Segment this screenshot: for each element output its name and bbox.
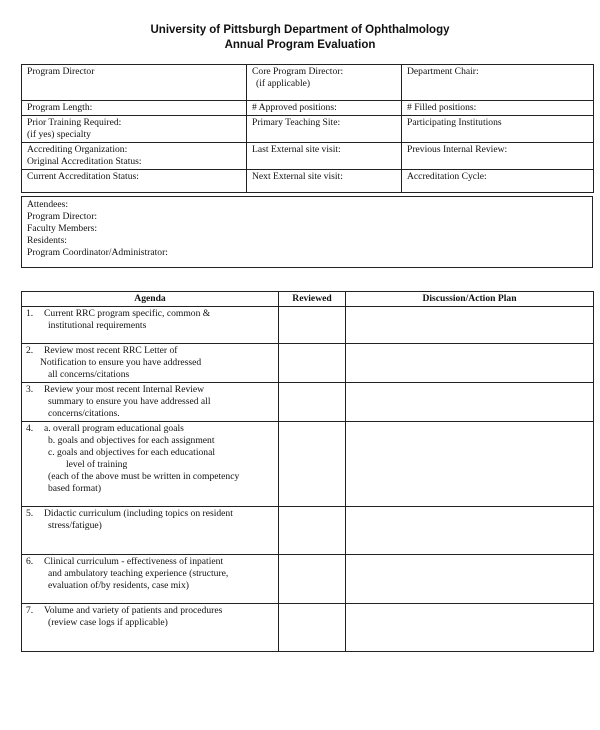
item-number: 3. (26, 384, 34, 395)
attendee-faculty-members: Faculty Members: (27, 223, 98, 234)
item-text: stress/fatigue) (48, 520, 102, 531)
if-applicable-note: (if applicable) (256, 78, 311, 89)
attendees-cell[interactable] (22, 197, 593, 268)
item-number: 6. (26, 556, 34, 567)
attendee-program-director: Program Director: (27, 211, 98, 222)
discussion-cell[interactable] (346, 422, 594, 507)
item-number: 1. (26, 308, 34, 319)
item-text: Didactic curriculum (including topics on resident (44, 508, 233, 519)
reviewed-cell[interactable] (279, 383, 346, 422)
item-text: b. goals and objectives for each assignment (48, 435, 215, 446)
agenda-header-row (22, 292, 594, 307)
discussion-cell[interactable] (346, 507, 594, 555)
table-row (22, 307, 594, 344)
department-chair-label: Department Chair: (407, 66, 479, 77)
prior-training-label: Prior Training Required: (27, 117, 122, 128)
agenda-item-6 (22, 555, 279, 604)
item-text: a. overall program educational goals (44, 423, 184, 434)
discussion-cell[interactable] (346, 604, 594, 652)
program-info-table (21, 64, 594, 193)
previous-internal-review-cell[interactable] (402, 143, 594, 170)
reviewed-cell[interactable] (279, 422, 346, 507)
item-text: (review case logs if applicable) (48, 617, 168, 628)
primary-teaching-site-cell[interactable] (247, 116, 402, 143)
last-external-visit-label: Last External site visit: (252, 144, 341, 155)
primary-teaching-site-label: Primary Teaching Site: (252, 117, 341, 128)
filled-positions-label: # Filled positions: (407, 102, 477, 113)
attendees-table (21, 196, 593, 268)
table-row (22, 422, 594, 507)
agenda-item-3 (22, 383, 279, 422)
approved-positions-label: # Approved positions: (252, 102, 337, 113)
program-director-label: Program Director (27, 66, 95, 77)
agenda-item-5 (22, 507, 279, 555)
discussion-cell[interactable] (346, 555, 594, 604)
reviewed-cell[interactable] (279, 507, 346, 555)
item-text: Clinical curriculum - effectiveness of inpatient (44, 556, 224, 567)
item-text: Current RRC program specific, common & (44, 308, 211, 319)
table-row (22, 604, 594, 652)
reviewed-cell[interactable] (279, 307, 346, 344)
filled-positions-cell[interactable] (402, 101, 594, 116)
item-text: evaluation of/by residents, case mix) (48, 580, 189, 591)
item-number: 4. (26, 423, 34, 434)
program-length-cell[interactable] (22, 101, 247, 116)
discussion-cell[interactable] (346, 344, 594, 383)
item-text: c. goals and objectives for each educational (48, 447, 216, 458)
participating-institutions-label: Participating Institutions (407, 117, 502, 128)
current-accreditation-label: Current Accreditation Status: (27, 171, 139, 182)
discussion-cell[interactable] (346, 307, 594, 344)
item-text: (each of the above must be written in competency (48, 471, 240, 482)
accrediting-org-label: Accrediting Organization: (27, 144, 128, 155)
item-text: summary to ensure you have addressed all (48, 396, 211, 407)
original-accreditation-label: Original Accreditation Status: (27, 156, 142, 167)
reviewed-cell[interactable] (279, 555, 346, 604)
next-external-visit-label: Next External site visit: (252, 171, 343, 182)
core-program-director-label: Core Program Director: (252, 66, 344, 77)
attendee-coordinator: Program Coordinator/Administrator: (27, 247, 168, 258)
item-text: Review your most recent Internal Review (44, 384, 205, 395)
program-length-label: Program Length: (27, 102, 93, 113)
approved-positions-cell[interactable] (247, 101, 402, 116)
item-text: and ambulatory teaching experience (structure, (48, 568, 229, 579)
table-row (22, 344, 594, 383)
item-text: based format) (48, 483, 102, 494)
item-text: concerns/citations. (48, 408, 120, 419)
program-director-cell[interactable] (22, 65, 247, 101)
agenda-item-4 (22, 422, 279, 507)
item-text: all concerns/citations (48, 369, 130, 380)
if-yes-specialty-label: (if yes) specialty (27, 129, 91, 140)
item-number: 2. (26, 345, 34, 356)
prior-training-cell[interactable] (22, 116, 247, 143)
next-external-visit-cell[interactable] (247, 170, 402, 193)
reviewed-cell[interactable] (279, 344, 346, 383)
last-external-visit-cell[interactable] (247, 143, 402, 170)
accrediting-org-cell[interactable] (22, 143, 247, 170)
item-text: level of training (66, 459, 128, 470)
agenda-header: Agenda (22, 292, 279, 307)
reviewed-header: Reviewed (279, 292, 346, 307)
current-accreditation-cell[interactable] (22, 170, 247, 193)
discussion-cell[interactable] (346, 383, 594, 422)
core-program-director-cell[interactable] (247, 65, 402, 101)
table-row (22, 507, 594, 555)
table-row (22, 555, 594, 604)
agenda-table (21, 291, 594, 652)
previous-internal-review-label: Previous Internal Review: (407, 144, 508, 155)
item-text: Notification to ensure you have addressed (40, 357, 202, 368)
document-title: University of Pittsburgh Department of Ophthalmology (150, 24, 450, 36)
attendees-title: Attendees: (27, 199, 69, 210)
table-row (22, 383, 594, 422)
agenda-item-7 (22, 604, 279, 652)
document-subtitle: Annual Program Evaluation (224, 39, 376, 51)
item-text: Review most recent RRC Letter of (44, 345, 178, 356)
accreditation-cycle-cell[interactable] (402, 170, 594, 193)
item-text: institutional requirements (48, 320, 147, 331)
accreditation-cycle-label: Accreditation Cycle: (407, 171, 487, 182)
attendee-residents: Residents: (27, 235, 67, 246)
participating-institutions-cell[interactable] (402, 116, 594, 143)
reviewed-cell[interactable] (279, 604, 346, 652)
agenda-item-1 (22, 307, 279, 344)
item-number: 7. (26, 605, 34, 616)
item-number: 5. (26, 508, 34, 519)
agenda-item-2 (22, 344, 279, 383)
department-chair-cell[interactable] (402, 65, 594, 101)
discussion-header: Discussion/Action Plan (346, 292, 594, 307)
item-text: Volume and variety of patients and procedures (44, 605, 223, 616)
